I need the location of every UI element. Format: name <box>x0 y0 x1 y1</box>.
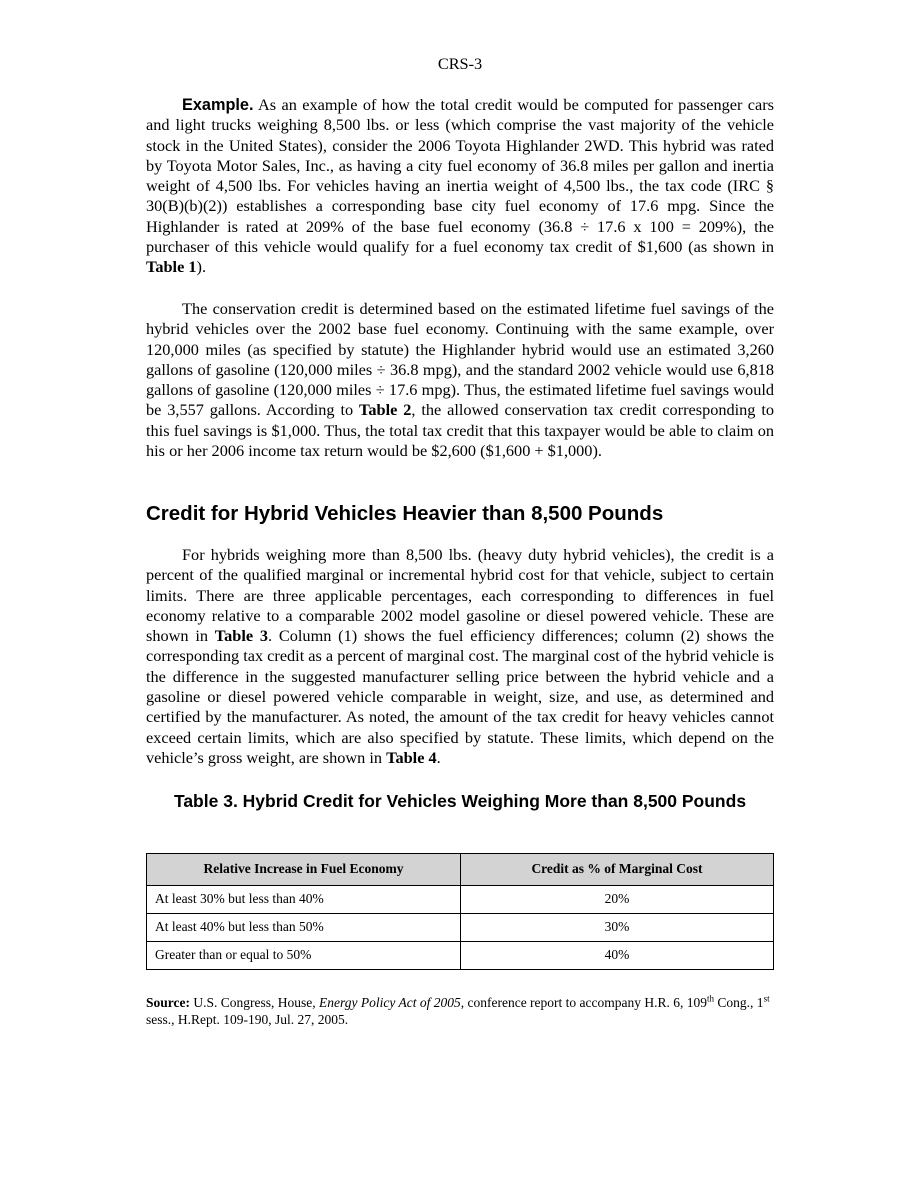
source-text: Cong., 1 <box>714 995 764 1010</box>
paragraph-example <box>146 95 774 278</box>
paragraph-heavy-vehicles <box>146 545 774 768</box>
table-cell: Greater than or equal to 50% <box>147 942 461 970</box>
table-reference: Table 1 <box>146 257 197 277</box>
paragraph-conservation-credit <box>146 299 774 461</box>
table-row <box>147 942 774 970</box>
table-cell: At least 40% but less than 50% <box>147 914 461 942</box>
table-row <box>147 914 774 942</box>
table-row <box>147 886 774 914</box>
paragraph-text: ). <box>196 257 207 277</box>
hybrid-credit-table <box>146 853 774 970</box>
paragraph-text: . Column (1) shows the fuel efficiency differences; column (2) shows the corresponding tax credit as a percent of marginal cost. The marginal cost of the hybrid vehicle is the difference in the suggested manufacturer selling price between the hybrid vehicle and a gasoline or diesel powered vehicle comparable in weight, size, and use, as determined and certified by the manufacturer. As noted, the amount of the tax credit for heavy vehicles cannot exceed certain limits, which are also specified by statute. These limits, which depend on the vehicle’s gross weight, are shown in <box>146 626 774 767</box>
source-note <box>146 994 774 1028</box>
column-header: Credit as % of Marginal Cost <box>461 854 774 886</box>
table-cell: At least 30% but less than 40% <box>147 886 461 914</box>
paragraph-text: The conservation credit is determined based on the estimated lifetime fuel savings of the hybrid vehicles over the 2002 base fuel economy. Continuing with the same example, over 120,000 miles (as specified by statute) the Highlander hybrid would use an estimated 3,260 gallons of gasoline (120,000 miles ÷ 36.8 mpg), and the standard 2002 vehicle would use 6,818 gallons of gasoline (120,000 miles ÷ 17.6 mpg). Thus, the estimated lifetime fuel savings would be 3,557 gallons. According to <box>146 299 774 420</box>
source-text: sess., H.Rept. 109-190, Jul. 27, 2005. <box>146 1012 349 1027</box>
table-cell: 20% <box>461 886 774 914</box>
paragraph-text: . <box>436 747 441 767</box>
table-reference: Table 3 <box>214 626 269 646</box>
source-text: , conference report to accompany H.R. 6, 109 <box>460 995 708 1010</box>
section-heading: Credit for Hybrid Vehicles Heavier than 8,500 Pounds <box>146 502 664 525</box>
table-cell: 30% <box>461 914 774 942</box>
table-header-row <box>147 854 774 886</box>
ordinal-suffix: st <box>763 993 770 1004</box>
paragraph-text: As an example of how the total credit would be computed for passenger cars and light trucks weighing 8,500 lbs. or less (which comprise the vast majority of the vehicle stock in the United States), consider the 2006 Toyota Highlander 2WD. This hybrid was rated by Toyota Motor Sales, Inc., as having a city fuel economy of 36.8 miles per gallon and inertia weight of 4,500 lbs. For vehicles having an inertia weight of 4,500 lbs., the tax code (IRC § 30(B)(b)(2)) establishes a corresponding base city fuel economy of 17.6 mpg. Since the Highlander is rated at 209% of the base fuel economy (36.8 ÷ 17.6 x 100 = 209%), the purchaser of this vehicle would qualify for a fuel economy tax credit of $1,600 (as shown in <box>146 95 774 257</box>
source-label: Source: <box>146 995 190 1010</box>
source-title: Energy Policy Act of 2005 <box>319 995 461 1010</box>
ordinal-suffix: th <box>707 993 715 1004</box>
table-reference: Table 2 <box>359 400 412 420</box>
column-header: Relative Increase in Fuel Economy <box>147 854 461 886</box>
page-header: CRS-3 <box>437 54 483 73</box>
table-caption: Table 3. Hybrid Credit for Vehicles Weighing More than 8,500 Pounds <box>173 791 747 811</box>
paragraph-text: For hybrids weighing more than 8,500 lbs. (heavy duty hybrid vehicles), the credit is a percent of the qualified marginal or incremental hybrid cost for that vehicle, subject to certain limits. There are three applicable percentages, each corresponding to differences in fuel economy relative to a comparable 2002 model gasoline or diesel powered vehicle. These are shown in <box>146 545 774 646</box>
source-text: U.S. Congress, House, <box>190 995 320 1010</box>
example-lead: Example. <box>182 96 254 114</box>
table-cell: 40% <box>461 942 774 970</box>
paragraph-text: , the allowed conservation tax credit corresponding to this fuel savings is $1,000. Thus, the total tax credit that this taxpayer would be able to claim on his or her 2006 income tax return would be $2,600 ($1,600 + $1,000). <box>146 400 774 461</box>
table-reference: Table 4 <box>386 747 437 767</box>
